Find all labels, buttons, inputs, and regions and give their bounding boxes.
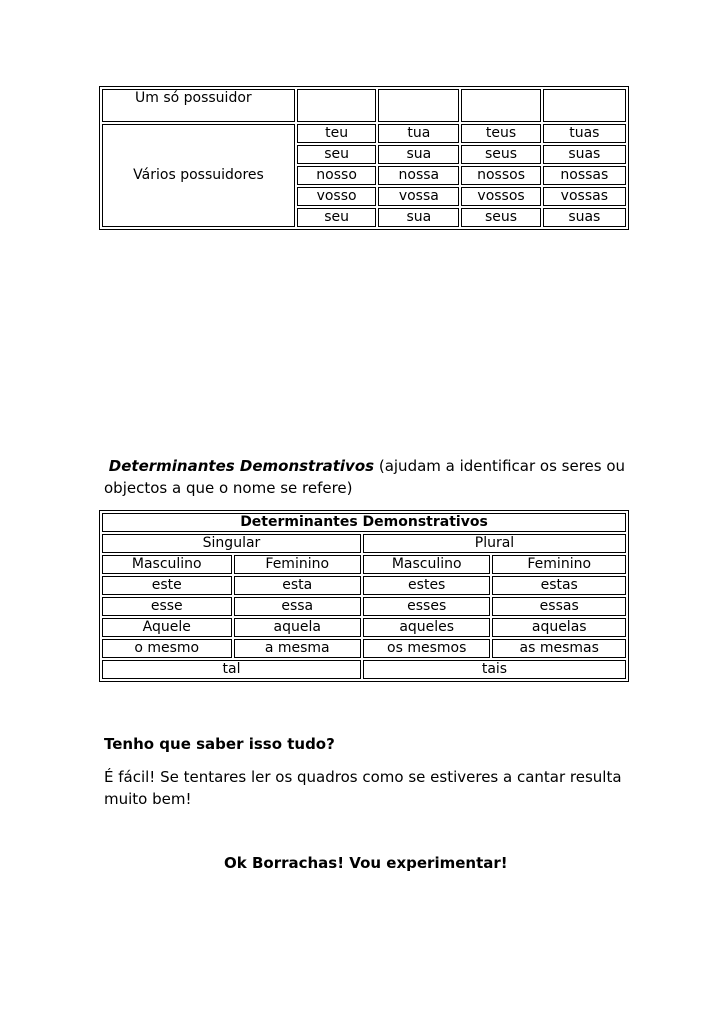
table-row	[102, 89, 626, 122]
demonstratives-table	[99, 510, 629, 682]
question-heading: Tenho que saber isso tudo?	[104, 735, 335, 753]
table-cell: sua	[378, 145, 459, 164]
table-cell: seus	[461, 208, 540, 227]
table-cell: esta	[234, 576, 361, 595]
table-row	[102, 555, 626, 574]
table-cell: essa	[234, 597, 361, 616]
table-cell: essas	[492, 597, 626, 616]
table-cell: nosso	[297, 166, 376, 185]
table-cell: vossa	[378, 187, 459, 206]
table-cell: o mesmo	[102, 639, 232, 658]
multiple-owners-label: Vários possuidores	[102, 124, 295, 227]
table-cell: seu	[297, 208, 376, 227]
table-cell: esses	[363, 597, 490, 616]
empty-cell	[461, 89, 540, 122]
possessives-table	[99, 86, 629, 230]
table-cell: suas	[543, 208, 626, 227]
table-cell: tal	[102, 660, 361, 679]
table-cell: seus	[461, 145, 540, 164]
table-cell: aquelas	[492, 618, 626, 637]
empty-cell	[297, 89, 376, 122]
table-cell: aquela	[234, 618, 361, 637]
table-cell: esse	[102, 597, 232, 616]
table-row	[102, 576, 626, 595]
table-cell: seu	[297, 145, 376, 164]
table-row	[102, 534, 626, 553]
intro-description: (ajudam a identificar os seres ou objectos a que o nome se refere)	[104, 457, 626, 497]
table-row	[102, 660, 626, 679]
empty-cell	[543, 89, 626, 122]
table-cell: a mesma	[234, 639, 361, 658]
table-row	[102, 618, 626, 637]
table-cell: nossos	[461, 166, 540, 185]
column-header: Masculino	[363, 555, 490, 574]
table-cell: os mesmos	[363, 639, 490, 658]
table-cell: nossa	[378, 166, 459, 185]
table-cell: tais	[363, 660, 626, 679]
table-cell: sua	[378, 208, 459, 227]
table-cell: este	[102, 576, 232, 595]
table-row	[102, 639, 626, 658]
table-cell: tua	[378, 124, 459, 143]
table-cell: suas	[543, 145, 626, 164]
table-cell: teu	[297, 124, 376, 143]
table-cell: estas	[492, 576, 626, 595]
column-header: Feminino	[234, 555, 361, 574]
column-header: Feminino	[492, 555, 626, 574]
table-cell: vossos	[461, 187, 540, 206]
closing-text: Ok Borrachas! Vou experimentar!	[224, 854, 508, 872]
table-row	[102, 597, 626, 616]
column-header: Masculino	[102, 555, 232, 574]
empty-cell	[378, 89, 459, 122]
table-cell: vosso	[297, 187, 376, 206]
table-row	[102, 124, 626, 143]
table-cell: estes	[363, 576, 490, 595]
single-owner-label: Um só possuidor	[102, 89, 295, 122]
plural-header: Plural	[363, 534, 626, 553]
intro-title: Determinantes Demonstrativos	[108, 457, 375, 475]
table-row	[102, 513, 626, 532]
table-cell: vossas	[543, 187, 626, 206]
table-title: Determinantes Demonstrativos	[102, 513, 626, 532]
table-cell: Aquele	[102, 618, 232, 637]
table-cell: teus	[461, 124, 540, 143]
singular-header: Singular	[102, 534, 361, 553]
table-cell: tuas	[543, 124, 626, 143]
table-cell: aqueles	[363, 618, 490, 637]
table-cell: as mesmas	[492, 639, 626, 658]
table-cell: nossas	[543, 166, 626, 185]
demonstratives-intro	[104, 455, 644, 499]
answer-text: É fácil! Se tentares ler os quadros como se estiveres a cantar resulta muito bem!	[104, 768, 622, 808]
